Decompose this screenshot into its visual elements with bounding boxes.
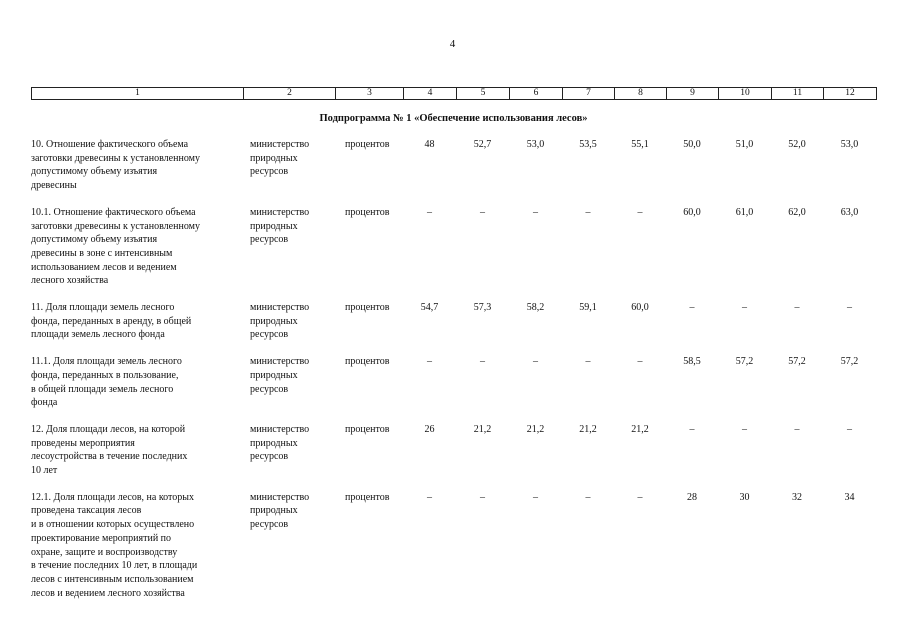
header-cell: 8 (615, 88, 667, 100)
header-cell: 6 (510, 88, 563, 100)
table-row (31, 423, 876, 491)
indicator-name-line: 12.1. Доля площади лесов, на которых (31, 491, 195, 503)
responsible-executor-line: министерство (250, 423, 310, 435)
value-cell: – (637, 356, 643, 368)
responsible-executor-line: природных (250, 437, 298, 449)
indicator-name-line: 10.1. Отношение фактического объема (31, 206, 196, 218)
header-cell: 2 (244, 88, 336, 100)
value-cell: 63,0 (840, 206, 859, 218)
indicator-name-line: лесоустройства в течение последних (31, 451, 188, 463)
responsible-executor-cell (243, 138, 335, 206)
indicator-name-line: заготовки древесины к установленному (31, 152, 200, 164)
responsible-executor-cell (243, 301, 335, 355)
value-cell: 57,2 (735, 356, 754, 368)
indicator-name-line: в общей площади земель лесного (31, 383, 174, 395)
column-number-header (31, 87, 877, 100)
table-row (31, 138, 876, 206)
value-cell: 50,0 (683, 139, 701, 150)
responsible-executor-line: природных (250, 220, 298, 232)
indicator-name-cell (31, 138, 243, 206)
value-cell: – (427, 491, 432, 503)
indicator-name-cell (31, 355, 243, 423)
indicator-name-line: фонда (31, 397, 58, 409)
header-cell: 4 (404, 88, 457, 100)
unit-cell: процентов (345, 423, 390, 435)
value-cell: 57,2 (788, 356, 806, 368)
value-cell: 57,2 (840, 356, 859, 368)
header-cell: 3 (336, 88, 404, 100)
value-cell: – (847, 423, 852, 435)
value-cell: 34 (844, 491, 855, 503)
value-cell: 55,1 (631, 139, 649, 150)
value-cell: 21,2 (526, 423, 545, 435)
value-cell: 21,2 (631, 423, 649, 435)
header-cell: 5 (457, 88, 510, 100)
responsible-executor-cell (243, 355, 335, 423)
value-cell: 32 (792, 491, 802, 503)
responsible-executor-cell (243, 206, 335, 301)
unit-cell: процентов (345, 491, 390, 503)
indicator-name-line: фонда, переданных в пользование, (31, 369, 179, 381)
value-cell: 53,0 (526, 139, 545, 150)
responsible-executor-line: природных (250, 505, 298, 517)
header-cell: 10 (719, 88, 772, 100)
value-cell: – (480, 206, 485, 218)
unit-cell: процентов (345, 356, 390, 368)
value-cell: 26 (424, 423, 435, 435)
value-cell: – (427, 356, 432, 368)
unit-cell: процентов (345, 206, 390, 218)
responsible-executor-line: ресурсов (250, 234, 289, 246)
indicator-name-line: охране, защите и воспроизводству (31, 546, 178, 558)
responsible-executor-line: ресурсов (250, 166, 289, 178)
indicator-name-line: лесного хозяйства (31, 275, 109, 287)
value-cell: – (689, 302, 695, 314)
value-cell: – (847, 302, 852, 314)
indicator-name-line: 10. Отношение фактического объема (31, 139, 189, 150)
indicator-name-line: допустимому объему изъятия (31, 166, 158, 178)
value-cell: – (689, 423, 695, 435)
table-row (31, 206, 876, 301)
value-cell: 30 (739, 491, 750, 503)
indicator-name-line: лесов с интенсивным использованием (31, 573, 194, 585)
responsible-executor-line: министерство (250, 356, 310, 368)
indicator-name-line: 11.1. Доля площади земель лесного (31, 356, 182, 368)
value-cell: 53,0 (840, 139, 859, 150)
responsible-executor-cell (243, 491, 335, 614)
indicator-name-cell (31, 423, 243, 491)
value-cell: – (742, 423, 747, 435)
indicator-name-line: фонда, переданных в аренду, в общей (31, 315, 192, 327)
header-cell: 12 (824, 88, 877, 100)
indicator-name-line: 11. Доля площади земель лесного (31, 302, 175, 314)
value-cell: 21,2 (473, 423, 492, 435)
value-cell: 60,0 (631, 302, 649, 314)
value-cell: 58,2 (526, 302, 545, 314)
value-cell: – (794, 302, 800, 314)
value-cell: – (585, 356, 591, 368)
indicator-name-line: древесины (31, 180, 77, 192)
indicator-name-cell (31, 301, 243, 355)
value-cell: – (533, 206, 538, 218)
value-cell: 57,3 (473, 302, 492, 314)
indicator-name-line: допустимому объему изъятия (31, 234, 158, 246)
indicator-table (31, 138, 876, 613)
responsible-executor-line: природных (250, 315, 298, 327)
value-cell: – (742, 302, 747, 314)
responsible-executor-line: ресурсов (250, 329, 289, 341)
header-cell: 7 (563, 88, 615, 100)
indicator-name-line: проведены мероприятия (31, 437, 135, 449)
indicator-name-line: древесины в зоне с интенсивным (31, 247, 173, 259)
value-cell: 60,0 (683, 206, 701, 218)
value-cell: – (794, 423, 800, 435)
indicator-name-line: площади земель лесного фонда (31, 329, 165, 341)
responsible-executor-cell (243, 423, 335, 491)
indicator-name-line: в течение последних 10 лет, в площади (31, 560, 198, 572)
responsible-executor-line: ресурсов (250, 451, 289, 463)
value-cell: 48 (424, 139, 435, 150)
value-cell: 53,5 (579, 139, 597, 150)
unit-cell: процентов (345, 302, 390, 314)
unit-cell: процентов (345, 139, 390, 150)
responsible-executor-line: природных (250, 152, 298, 164)
indicator-name-line: проектирование мероприятий по (31, 532, 172, 544)
responsible-executor-line: министерство (250, 206, 310, 218)
value-cell: – (480, 491, 485, 503)
value-cell: – (585, 491, 591, 503)
value-cell: 28 (687, 491, 697, 503)
table-row (31, 301, 876, 355)
responsible-executor-line: природных (250, 369, 298, 381)
value-cell: 54,7 (420, 302, 439, 314)
table-row (31, 355, 876, 423)
value-cell: – (637, 491, 643, 503)
indicator-name-line: лесов и ведением лесного хозяйства (31, 587, 185, 599)
value-cell: – (533, 356, 538, 368)
header-cell: 11 (772, 88, 824, 100)
responsible-executor-line: ресурсов (250, 519, 289, 531)
responsible-executor-line: министерство (250, 139, 310, 150)
value-cell: 52,7 (473, 139, 492, 150)
responsible-executor-line: министерство (250, 491, 310, 503)
value-cell: – (480, 356, 485, 368)
subprogram-title: Подпрограмма № 1 «Обеспечение использования лесов» (319, 113, 588, 124)
indicator-name-line: заготовки древесины к установленному (31, 220, 200, 232)
indicator-name-line: 12. Доля площади лесов, на которой (31, 423, 186, 435)
responsible-executor-line: ресурсов (250, 383, 289, 395)
responsible-executor-line: министерство (250, 302, 310, 314)
header-cell: 1 (32, 88, 244, 100)
value-cell: 21,2 (579, 423, 597, 435)
value-cell: 58,5 (683, 356, 701, 368)
header-row (32, 88, 877, 100)
value-cell: – (637, 206, 643, 218)
table-row (31, 491, 876, 614)
value-cell: – (585, 206, 591, 218)
indicator-name-cell (31, 491, 243, 614)
value-cell: 59,1 (579, 302, 597, 314)
indicator-name-line: проведена таксация лесов (31, 505, 142, 517)
value-cell: 61,0 (735, 206, 754, 218)
indicator-name-line: использованием лесов и ведением (31, 261, 177, 273)
indicator-name-cell (31, 206, 243, 301)
indicator-name-line: и в отношении которых осуществлено (31, 519, 195, 531)
value-cell: – (533, 491, 538, 503)
value-cell: 51,0 (735, 139, 754, 150)
header-cell: 9 (667, 88, 719, 100)
value-cell: 52,0 (788, 139, 806, 150)
value-cell: – (427, 206, 432, 218)
indicator-name-line: 10 лет (31, 465, 58, 477)
value-cell: 62,0 (788, 206, 806, 218)
page-number: 4 (449, 38, 456, 50)
